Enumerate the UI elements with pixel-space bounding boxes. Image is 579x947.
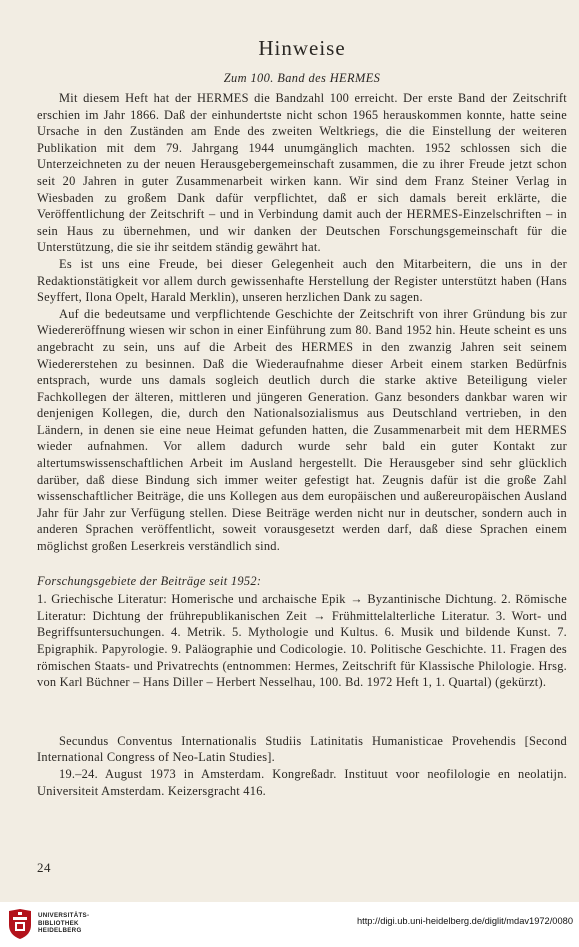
congress-notice [37,733,567,799]
paragraph-3: Auf die bedeutsame und verpflichtende Geschichte der Zeitschrift von ihrer Gründung bis zur Wiedereröffnung wiesen wir schon in einer Einführung zum 80. Band 1952 hin. Heute scheint es uns angebracht zu sein, uns auf die Arbeit des HERMES in den zwanzig Jahren seit seinem Wiedererstehen zu besinnen. Daß die Wiederaufnahme dieser Arbeit einem starken Bedürfnis entsprach, wurde uns damals sogleich deutlich durch die starke aktive Beteiligung vieler Fachkollegen der älteren, mittleren und jüngeren Generation. Ganz besonders dankbar waren wir denjenigen Kollegen, die, durch den Nationalsozialismus aus Deutschland vertrieben, in den Ländern, in denen sie eine neue Heimat gefunden hatten, die Zusammenarbeit mit dem HERMES wieder aufnahmen. Vor allem dadurch wurde sehr bald ein guter Kontakt zur altertumswissenschaftlichen Arbeit im Ausland hergestellt. Die Herausgeber sind sehr glücklich darüber, daß diese Bindung sich immer weiter gefestigt hat. Zeugnis dafür ist die große Zahl wissenschaftlicher Beiträge, die uns Kollegen aus dem europäischen und außereuropäischen Ausland Jahr für Jahr zur Verfügung stellen. Diese Beiträge werden nicht nur in deutscher, sondern auch in anderen Sprachen veröffentlicht, soweit vorausgesetzt werden darf, daß diese Sprachen einem möglichst großen Leserkreis verständlich sind. [37,306,567,554]
source-url[interactable]: http://digi.ub.uni-heidelberg.de/diglit/mdav1972/0080 [356,916,573,926]
page-content [37,36,567,799]
library-name-line-1: UNIVERSITÄTS- [38,912,90,919]
paragraph-2: Es ist uns eine Freude, bei dieser Gelegenheit auch den Mitarbeitern, die uns in der Redaktionstätigkeit vor allem durch gewissenhafte Herstellung der Register unterstützt haben (Hans Seyffert, Ilona Opelt, Harald Merklin), unseren herzlichen Dank zu sagen. [37,256,567,305]
article-subheading: Zum 100. Band des HERMES [223,71,381,85]
library-name-line-2: BIBLIOTHEK [38,919,79,927]
research-areas-title: Forschungsgebiete der Beiträge seit 1952: [37,573,262,588]
heidelberg-library-logo-icon [5,907,35,941]
library-name-line-3: HEIDELBERG [38,927,82,934]
library-footer [0,902,579,947]
page-heading: Hinweise [258,36,346,60]
paragraph-1: Mit diesem Heft hat der HERMES die Bandzahl 100 erreicht. Der erste Band der Zeitschrift erschien im Jahr 1866. Daß der einhundertste nicht schon 1965 herauskommen konnte, hatte seine Ursache in den Zuständen am Ende des zweiten Weltkriegs, die die Einstellung der weiteren Publikation mit dem 79. Jahrgang 1944 unumgänglich machten. 1952 schlossen sich die Unterzeichneten zu der neuen Herausgebergemeinschaft zusammen, die zu ihrer Freude jetzt schon seit 20 Jahren in guter Zusammenarbeit wirken kann. Wir sind dem Franz Steiner Verlag in Wiesbaden zu großem Dank dafür verpflichtet, daß er sich damals bereit erklärte, die Veröffentlichung der Zeitschrift – und in Verbindung damit auch der HERMES-Einzelschriften – in sein Haus zu übernehmen, und wir danken der Deutschen Forschungsgemeinschaft für die Unterstützung, die sie ihr seitdem ständig gewährt hat. [37,91,567,255]
congress-notice-details: 19.–24. August 1973 in Amsterdam. Kongreßadr. Instituut voor neofilologie en neolatijn. Universiteit Amsterdam. Keizersgracht 416. [37,766,567,798]
library-name [38,912,89,935]
research-areas-list: 1. Griechische Literatur: Homerische und archaische Epik → Byzantinische Dichtung. 2. Römische Literatur: Dichtung der frührepublikanischen Zeit → Frühmittelalterliche Literatur. 3. Wort- und Begriffsuntersuchungen. 4. Metrik. 5. Mythologie und Kultus. 6. Musik und bildende Kunst. 7. Epigraphik. Papyrologie. 9. Paläographie und Codicologie. 10. Politische Geschichte. 11. Fragen des römischen Staats- und Privatrechts (entnommen: Hermes, Zeitschrift für Klassische Philologie. Hrsg. von Karl Büchner – Hans Diller – Herbert Nesselhau, 100. Bd. 1972 Heft 1, 1. Quartal) (gekürzt). [37,592,567,690]
congress-notice-title: Secundus Conventus Internationalis Studiis Latinitatis Humanisticae Provehendis [Second International Congress of Neo-Latin Studies]. [37,733,567,765]
page-number: 24 [37,860,51,875]
